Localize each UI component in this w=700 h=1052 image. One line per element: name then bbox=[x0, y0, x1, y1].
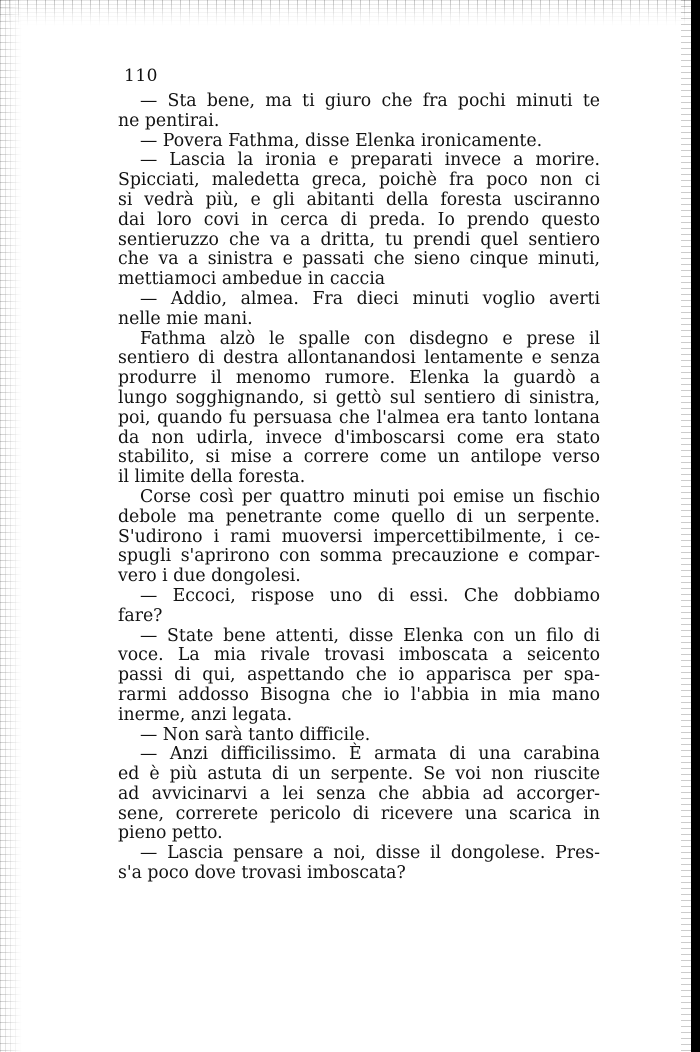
text-line: — Lascia la ironia e preparati invece a morire. bbox=[140, 150, 600, 171]
text-line: inerme, anzi legata. bbox=[118, 704, 293, 725]
text-line: — Anzi difficilissimo. È armata di una carabina bbox=[140, 744, 600, 765]
text-line: sentieruzzo che va a dritta, tu prendi quel sentiero bbox=[118, 229, 600, 250]
text-line: Fathma alzò le spalle con disdegno e prese il bbox=[140, 328, 600, 349]
text-line: — Addio, almea. Fra dieci minuti voglio averti bbox=[140, 288, 600, 309]
text-line: sentiero di destra allontanandosi lentamente e senza bbox=[118, 348, 600, 369]
text-line: nelle mie mani. bbox=[118, 308, 253, 329]
text-line: pieno petto. bbox=[118, 823, 223, 844]
scan-edge-right-shadow bbox=[681, 0, 691, 1052]
scan-edge-top bbox=[0, 0, 700, 26]
text-line: — Non sarà tanto difficile. bbox=[140, 724, 371, 745]
page-number: 110 bbox=[124, 66, 158, 86]
text-line: S'udirono i rami muoversi impercettibilmente, i ce- bbox=[118, 526, 600, 547]
text-line: sene, correrete pericolo di ricevere una scarica in bbox=[118, 803, 600, 824]
text-line: spugli s'aprirono con somma precauzione e compar- bbox=[118, 546, 600, 567]
text-line: — Sta bene, ma ti giuro che fra pochi minuti te bbox=[140, 91, 600, 111]
text-line: passi di qui, aspettando che io apparisca per spa- bbox=[118, 665, 600, 686]
text-line: stabilito, si mise a correre come un antilope verso bbox=[118, 447, 600, 468]
text-line: ne pentirai. bbox=[118, 110, 220, 131]
text-line: il limite della foresta. bbox=[118, 467, 306, 488]
text-line: vero i due dongolesi. bbox=[118, 566, 301, 587]
text-line: s'a poco dove trovasi imboscata? bbox=[118, 863, 406, 884]
text-line: ad avvicinarvi a lei senza che abbia ad accorger- bbox=[118, 783, 600, 804]
text-line: — Lascia pensare a noi, disse il dongolese. Pres- bbox=[140, 843, 600, 864]
text-line: fare? bbox=[118, 605, 163, 626]
text-line: dai loro covi in cerca di preda. Io prendo questo bbox=[118, 209, 600, 230]
text-line: Corse così per quattro minuti poi emise un fischio bbox=[140, 486, 600, 507]
text-line: — Povera Fathma, disse Elenka ironicamente. bbox=[140, 130, 543, 151]
text-line: poi, quando fu persuasa che l'almea era tanto lontana bbox=[118, 407, 600, 428]
text-line: che va a sinistra e passati che sieno cinque minuti, bbox=[118, 249, 600, 270]
text-line: debole ma penetrante come quello di un serpente. bbox=[118, 506, 600, 527]
scan-edge-left bbox=[0, 0, 22, 1052]
text-line: si vedrà più, e gli abitanti della foresta usciranno bbox=[118, 189, 600, 210]
text-line: voce. La mia rivale trovasi imboscata a seicento bbox=[118, 645, 600, 666]
scan-edge-right bbox=[691, 0, 700, 1052]
text-line: — State bene attenti, disse Elenka con un filo di bbox=[140, 625, 600, 646]
text-line: ed è più astuta di un serpente. Se voi non riuscite bbox=[118, 764, 600, 785]
text-line: produrre il menomo rumore. Elenka la guardò a bbox=[118, 368, 600, 389]
text-line: lungo sogghignando, si gettò sul sentiero di sinistra, bbox=[118, 387, 600, 408]
text-line: da non udirla, invece d'imboscarsi come era stato bbox=[118, 427, 600, 448]
text-line: — Eccoci, rispose uno di essi. Che dobbiamo bbox=[140, 585, 600, 606]
text-line: mettiamoci ambedue in caccia bbox=[118, 269, 386, 290]
page-body-text bbox=[118, 92, 600, 884]
text-line: Spicciati, maledetta greca, poichè fra poco non ci bbox=[118, 170, 600, 191]
text-line: rarmi addosso Bisogna che io l'abbia in mia mano bbox=[118, 684, 600, 705]
